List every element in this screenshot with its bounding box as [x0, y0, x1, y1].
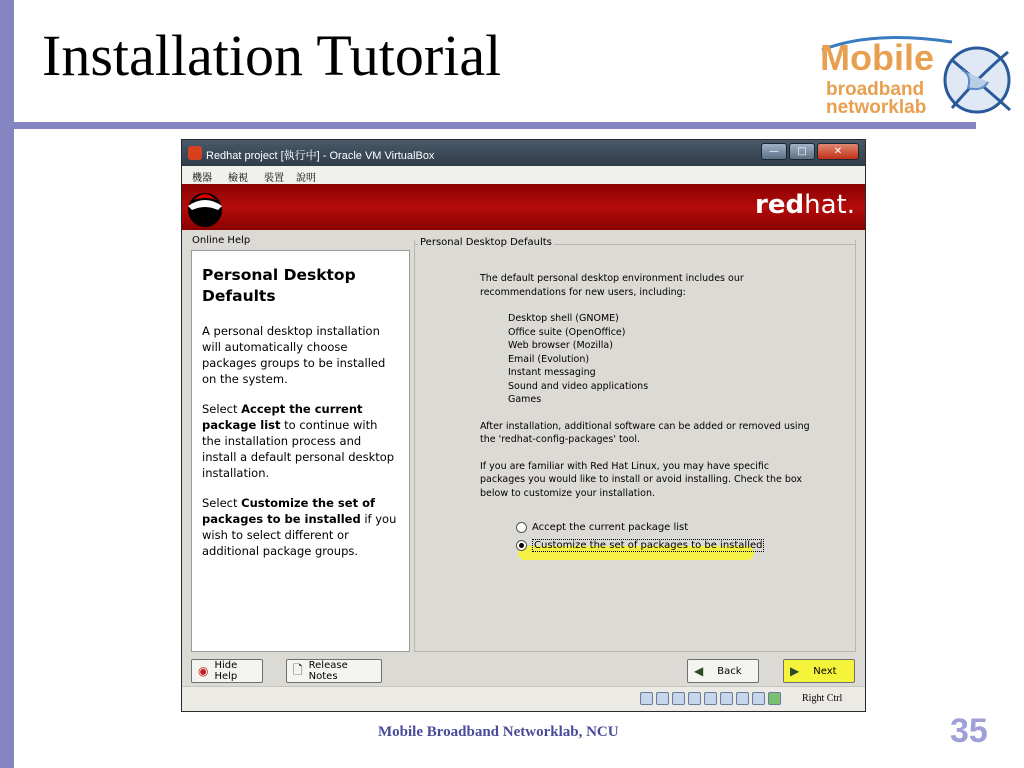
- network-icon[interactable]: [688, 692, 701, 705]
- hard-disk-icon[interactable]: [640, 692, 653, 705]
- radio-customize-packages[interactable]: [516, 539, 764, 552]
- radio-accept-control[interactable]: [516, 522, 527, 533]
- display-icon[interactable]: [720, 692, 733, 705]
- defaults-after-text: After installation, additional software can be added or removed using the 'redhat-config-packages' tool.: [480, 420, 810, 445]
- help-text-box: [191, 250, 410, 652]
- defaults-familiar-text: If you are familiar with Red Hat Linux, you may have specific packages you would like to install or avoid installing. Check the box below to customize your installation.: [480, 460, 803, 499]
- video-capture-icon[interactable]: [736, 692, 749, 705]
- virtualbox-icon: [188, 146, 202, 160]
- list-item: Sound and video applications: [508, 380, 649, 392]
- redhat-logo-bold: red: [755, 190, 805, 220]
- list-item: Instant messaging: [508, 367, 596, 378]
- redhat-banner: [182, 184, 865, 230]
- defaults-label: Personal Desktop Defaults: [420, 237, 552, 248]
- next-button[interactable]: [783, 659, 855, 683]
- host-key-label: Right Ctrl: [802, 693, 843, 704]
- logo-networklab-text: networklab: [826, 97, 927, 118]
- document-icon: 🗋: [293, 662, 303, 677]
- mouse-integration-icon[interactable]: [752, 692, 765, 705]
- redhat-logo-text: [755, 190, 855, 220]
- release-notes-button[interactable]: [286, 659, 382, 683]
- list-item: Desktop shell (GNOME): [508, 313, 619, 324]
- logo-broadband-text: broadband: [826, 79, 925, 100]
- menu-help[interactable]: 說明: [296, 173, 316, 184]
- shared-folders-icon[interactable]: [704, 692, 717, 705]
- radio-accept-label[interactable]: Accept the current package list: [532, 522, 689, 533]
- radio-accept-package-list[interactable]: [516, 522, 688, 533]
- defaults-content: [480, 272, 810, 513]
- close-button[interactable]: ✕: [817, 143, 859, 160]
- next-label: Next: [813, 665, 837, 677]
- help-para-1: A personal desktop installation will automatically choose packages groups to be installed on the system.: [202, 324, 386, 386]
- hide-help-button[interactable]: [191, 659, 263, 683]
- help-heading: Personal Desktop Defaults: [202, 266, 356, 305]
- back-label: Back: [717, 665, 742, 677]
- list-item: Web browser (Mozilla): [508, 340, 613, 351]
- shadowman-hat-icon: [184, 186, 226, 228]
- radio-customize-label[interactable]: Customize the set of packages to be installed: [534, 540, 763, 551]
- help-para-3-post: if you wish to select different or additional package groups.: [202, 512, 397, 558]
- back-arrow-icon: ◀: [694, 664, 704, 678]
- list-item: Email (Evolution): [508, 353, 590, 365]
- help-para-3-bold: Customize the set of packages to be installed: [202, 496, 375, 526]
- networklab-logo: [812, 30, 1020, 122]
- menu-view[interactable]: 檢視: [228, 173, 248, 184]
- logo-mobile-text: Mobile: [820, 37, 934, 78]
- slide-title: Installation Tutorial: [42, 23, 502, 88]
- back-button[interactable]: [687, 659, 759, 683]
- menu-machine[interactable]: 機器: [192, 173, 212, 184]
- host-key-arrow-icon[interactable]: [768, 692, 781, 705]
- lifebuoy-icon: ◉: [198, 664, 209, 678]
- defaults-list: [508, 312, 810, 407]
- redhat-logo-light: hat.: [804, 190, 855, 220]
- window-titlebar[interactable]: [182, 140, 865, 166]
- vm-menubar: [182, 166, 865, 184]
- optical-drive-icon[interactable]: [656, 692, 669, 705]
- virtualbox-window[interactable]: [181, 139, 866, 712]
- title-divider: [14, 122, 976, 129]
- list-item: Office suite (OpenOffice): [508, 326, 626, 338]
- hide-help-label: Hide Help: [214, 660, 238, 682]
- help-para-2: [202, 401, 399, 481]
- defaults-intro: The default personal desktop environment includes our recommendations for new users, including:: [480, 273, 744, 298]
- slide-footer: Mobile Broadband Networklab, NCU: [378, 724, 619, 740]
- menu-devices[interactable]: 裝置: [264, 173, 284, 184]
- usb-icon[interactable]: [672, 692, 685, 705]
- help-para-3: [202, 495, 399, 559]
- window-title: Redhat project [執行中] - Oracle VM VirtualBox: [206, 150, 435, 162]
- help-para-2-post: to continue with the installation process and install a default personal desktop installation.: [202, 418, 395, 480]
- slide-left-bar: [0, 0, 14, 768]
- online-help-label: Online Help: [192, 235, 251, 246]
- release-notes-label: Release Notes: [308, 660, 348, 682]
- maximize-button[interactable]: □: [789, 143, 815, 160]
- help-para-2-bold: Accept the current package list: [202, 402, 363, 432]
- list-item: Games: [508, 394, 542, 405]
- slide-page-number: 35: [950, 712, 988, 750]
- radio-customize-control[interactable]: [516, 540, 527, 551]
- vm-statusbar: [182, 686, 865, 712]
- online-help-panel: [188, 235, 410, 652]
- help-para-2-pre: Select: [202, 402, 242, 416]
- minimize-button[interactable]: —: [761, 143, 787, 160]
- help-para-3-pre: Select: [202, 496, 242, 510]
- next-arrow-icon: ▶: [790, 664, 800, 678]
